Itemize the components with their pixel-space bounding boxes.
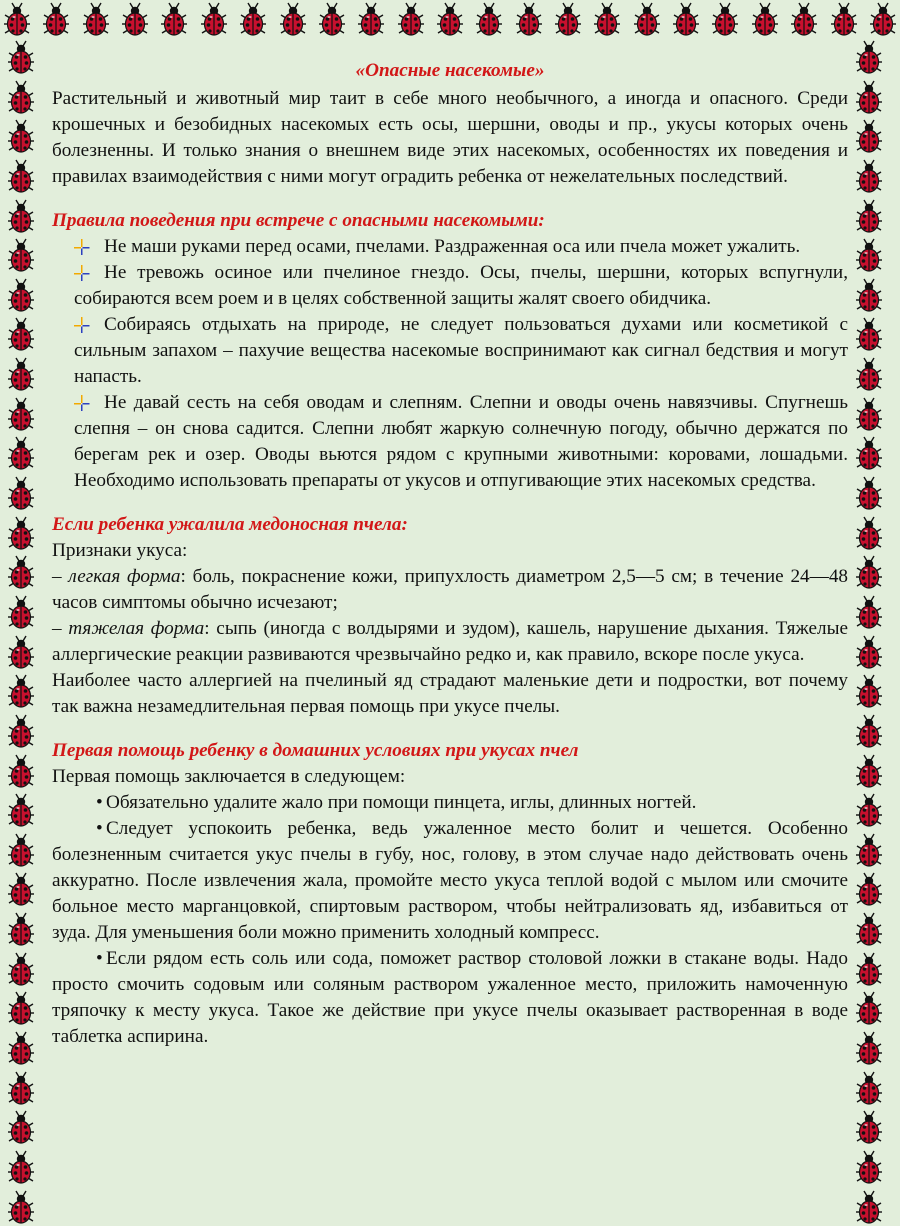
ladybug-icon [238,2,268,38]
ladybug-icon [6,357,36,393]
ladybug-icon [854,555,884,591]
ladybug-icon [6,278,36,314]
ladybug-border-right [854,40,894,1226]
ladybug-icon [829,2,859,38]
ladybug-icon [474,2,504,38]
first-aid-text: Если рядом есть соль или сода, поможет раствор столовой ложки в стакане воды. Надо просто смочить содовым или соляным раствором ужаленное место, приложить намоченную тряпочку к месту укуса. Такое же действие при укусе пчелы оказывает растворенная в воде таблетка аспирина. [52,948,848,1047]
severe-form-text: : сыпь (иногда с волдырями и зудом), кашель, нарушение дыхания. Тяжелые аллергические реакции развиваются чрезвычайно редко и, как правило, вскоре после укуса. [52,618,848,665]
ladybug-border-top [0,2,900,42]
ladybug-icon [854,1031,884,1067]
ladybug-icon [854,1071,884,1107]
ladybug-icon [789,2,819,38]
ladybug-icon [854,397,884,433]
ladybug-icon [159,2,189,38]
ladybug-icon [671,2,701,38]
ladybug-icon [854,1190,884,1226]
ladybug-icon [553,2,583,38]
ladybug-icon [6,1071,36,1107]
ladybug-icon [6,872,36,908]
ladybug-icon [6,714,36,750]
ladybug-icon [317,2,347,38]
ladybug-icon [81,2,111,38]
ladybug-icon [854,754,884,790]
ladybug-icon [2,2,32,38]
ladybug-border-left [6,40,46,1226]
first-aid-text: Обязательно удалите жало при помощи пинцета, иглы, длинных ногтей. [106,792,697,813]
ladybug-icon [6,397,36,433]
ladybug-icon [592,2,622,38]
ladybug-icon [854,436,884,472]
ladybug-icon [854,476,884,512]
ladybug-icon [854,1150,884,1186]
ladybug-icon [854,357,884,393]
ladybug-icon [396,2,426,38]
page-title: «Опасные насекомые» [355,60,545,81]
ladybug-icon [120,2,150,38]
plus-marker-icon [74,395,90,411]
ladybug-icon [854,714,884,750]
ladybug-icon [854,952,884,988]
ladybug-icon [6,476,36,512]
allergy-note: Наиболее часто аллергией на пчелиный яд страдают маленькие дети и подростки, вот почему так важна незамедлительная первая помощь при укусе пчелы. [52,670,848,717]
ladybug-icon [854,595,884,631]
ladybug-icon [6,238,36,274]
ladybug-icon [854,119,884,155]
ladybug-icon [6,1150,36,1186]
ladybug-icon [6,1190,36,1226]
first-aid-heading: Первая помощь ребенку в домашних условиях при укусах пчел [52,740,579,761]
ladybug-icon [6,833,36,869]
ladybug-icon [854,912,884,948]
ladybug-icon [6,555,36,591]
ladybug-icon [6,754,36,790]
first-aid-item [52,790,848,816]
ladybug-icon [6,674,36,710]
ladybug-icon [6,80,36,116]
first-aid-intro: Первая помощь заключается в следующем: [52,766,406,787]
rule-text: Не маши руками перед осами, пчелами. Раздраженная оса или пчела может ужалить. [104,236,801,257]
ladybug-icon [854,317,884,353]
ladybug-icon [854,516,884,552]
ladybug-icon [6,635,36,671]
rule-item [52,260,848,312]
ladybug-icon [854,159,884,195]
ladybug-icon [6,119,36,155]
bullet-icon: • [96,948,103,969]
ladybug-icon [6,1110,36,1146]
ladybug-icon [6,159,36,195]
ladybug-icon [632,2,662,38]
rule-item [52,312,848,390]
ladybug-icon [854,793,884,829]
ladybug-icon [6,952,36,988]
ladybug-icon [854,199,884,235]
plus-marker-icon [74,265,90,281]
plus-marker-icon [74,239,90,255]
severe-form-paragraph [52,616,848,668]
rules-heading: Правила поведения при встрече с опасными насекомыми: [52,210,545,231]
mild-form-paragraph [52,564,848,616]
ladybug-icon [854,674,884,710]
rule-item [52,234,848,260]
ladybug-icon [750,2,780,38]
rule-text: Не давай сесть на себя оводам и слепням. Слепни и оводы очень навязчивы. Спугнешь слепня – он снова садится. Слепни любят жаркую солнечную погоду, обычно держатся по берегам рек и озер. Оводы вьются рядом с крупными животными: коровами, лошадьми. Необходимо использовать препараты от укусов и отпугивающие этих насекомых средства. [74,392,848,491]
ladybug-icon [6,436,36,472]
rule-item [52,390,848,494]
rule-text: Собираясь отдыхать на природе, не следует пользоваться духами или косметикой с сильным запахом – пахучие вещества насекомые воспринимают как сигнал бедствия и могут напасть. [74,314,848,387]
ladybug-icon [199,2,229,38]
ladybug-icon [854,872,884,908]
first-aid-item [52,946,848,1050]
ladybug-icon [854,635,884,671]
ladybug-icon [41,2,71,38]
document-body [52,58,848,1050]
ladybug-icon [6,595,36,631]
ladybug-icon [854,991,884,1027]
plus-marker-icon [74,317,90,333]
ladybug-icon [854,833,884,869]
ladybug-icon [6,199,36,235]
bullet-icon: • [96,792,103,813]
rule-text: Не тревожь осиное или пчелиное гнездо. Осы, пчелы, шершни, которых вспугнули, собираются всем роем и в целях собственной защиты жалят своего обидчика. [74,262,848,309]
bee-heading: Если ребенка ужалила медоносная пчела: [52,514,408,535]
ladybug-icon [6,317,36,353]
first-aid-item [52,816,848,946]
first-aid-text: Следует успокоить ребенка, ведь ужаленное место болит и чешется. Особенно болезненным считается укус пчелы в губу, нос, голову, в этом случае надо действовать очень аккуратно. После извлечения жала, промойте место укуса теплой водой с мылом или смочите больное место марганцовкой, спиртовым раствором, чтобы нейтрализовать яд, избавиться от зуда. Для уменьшения боли можно применить холодный компресс. [52,818,848,943]
ladybug-icon [854,278,884,314]
intro-paragraph: Растительный и животный мир таит в себе много необычного, а иногда и опасного. Среди крошечных и безобидных насекомых есть осы, шершни, оводы и пр., укусы которых очень болезненны. И только знания о внешнем виде этих насекомых, особенностях их поведения и правилах взаимодействия с ними могут оградить ребенка от нежелательных последствий. [52,88,848,187]
ladybug-icon [435,2,465,38]
mild-form-label: – легкая форма [52,566,181,587]
ladybug-icon [868,2,898,38]
bullet-icon: • [96,818,103,839]
ladybug-icon [854,238,884,274]
ladybug-icon [854,80,884,116]
ladybug-icon [6,40,36,76]
signs-label: Признаки укуса: [52,540,188,561]
ladybug-icon [6,793,36,829]
severe-form-label: – тяжелая форма [52,618,205,639]
ladybug-icon [854,40,884,76]
ladybug-icon [6,991,36,1027]
ladybug-icon [854,1110,884,1146]
mild-form-text: : боль, покраснение кожи, припухлость диаметром 2,5—5 см; в течение 24—48 часов симптомы обычно исчезают; [52,566,849,613]
ladybug-icon [6,1031,36,1067]
ladybug-icon [6,516,36,552]
ladybug-icon [710,2,740,38]
ladybug-icon [356,2,386,38]
ladybug-icon [6,912,36,948]
ladybug-icon [514,2,544,38]
ladybug-icon [278,2,308,38]
